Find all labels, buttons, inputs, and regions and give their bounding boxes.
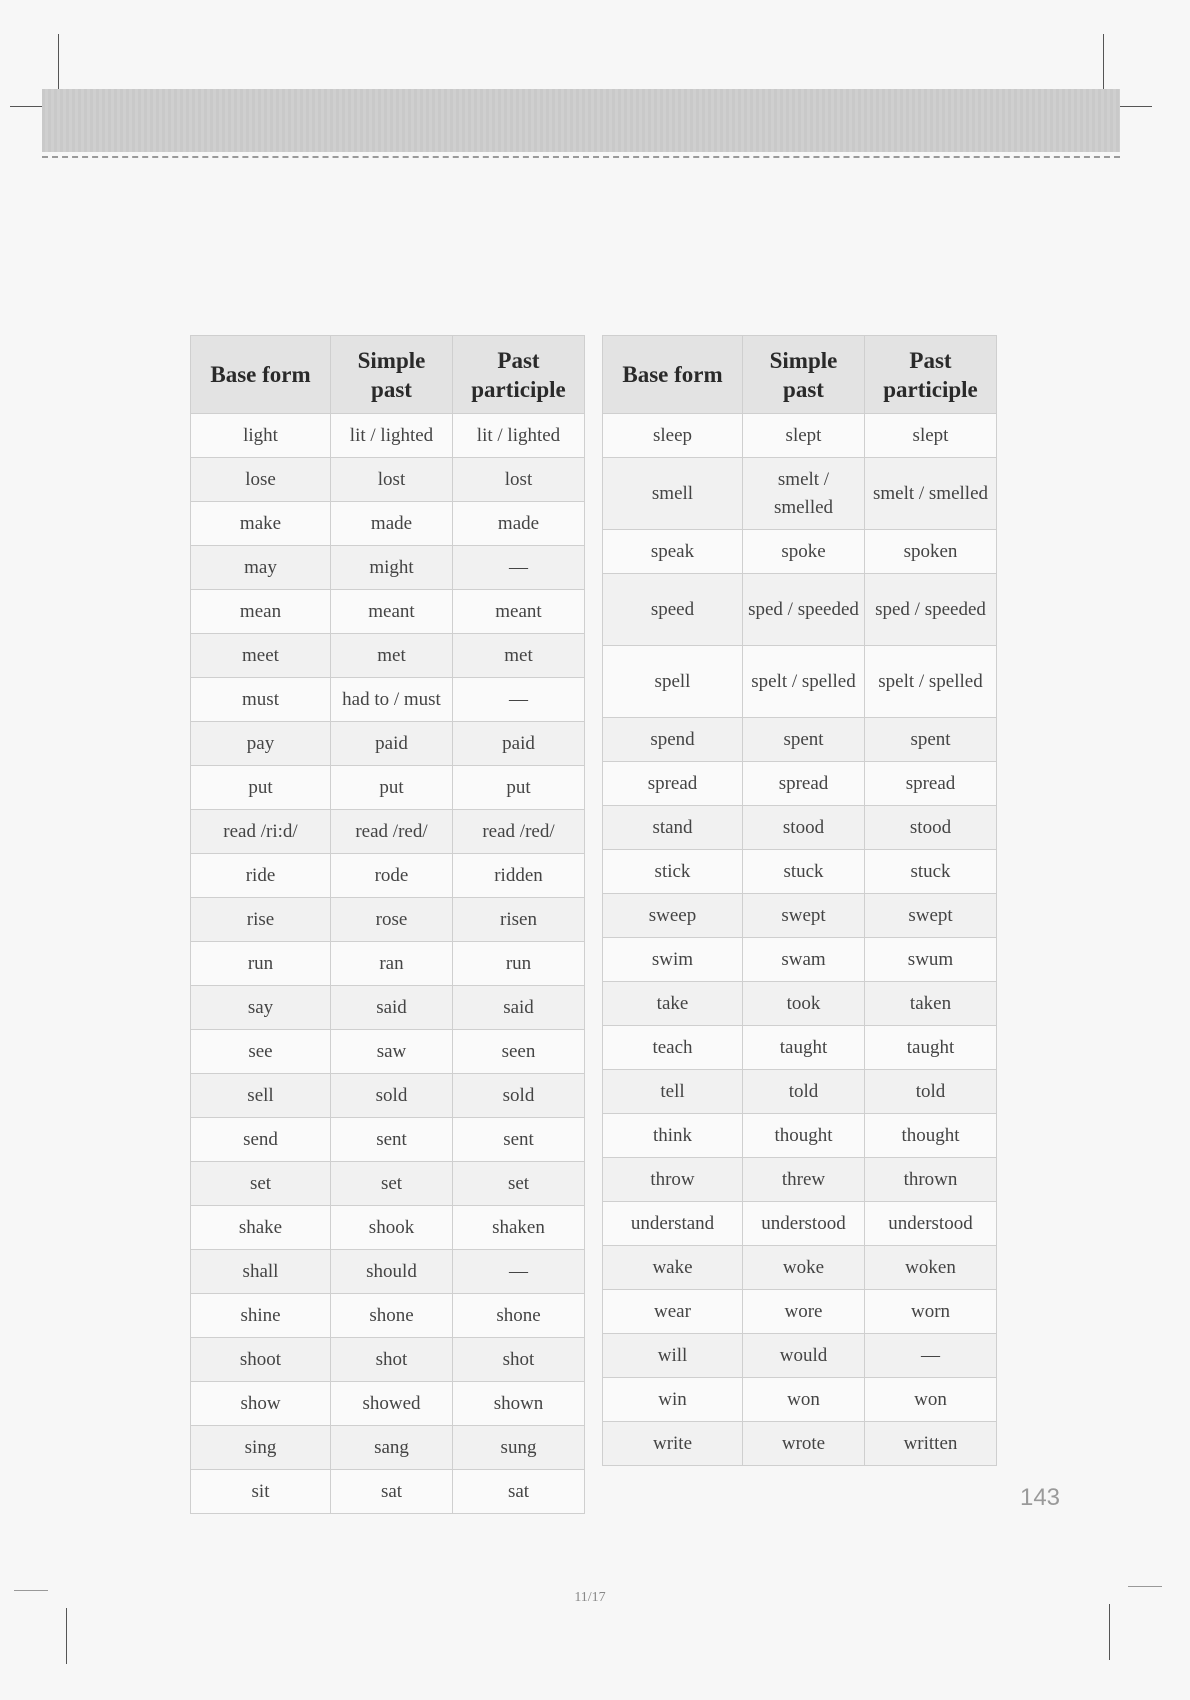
cell-past-participle: thought — [865, 1114, 997, 1158]
cell-past-participle: taken — [865, 982, 997, 1026]
table-row — [191, 766, 585, 810]
cell-base-form: stand — [603, 806, 743, 850]
cell-base-form: tell — [603, 1070, 743, 1114]
table-row — [191, 1338, 585, 1382]
cell-simple-past: lit / lighted — [331, 414, 453, 458]
table-row — [603, 1070, 997, 1114]
cell-past-participle: — — [453, 1250, 585, 1294]
cell-base-form: shake — [191, 1206, 331, 1250]
cell-base-form: speed — [603, 574, 743, 646]
cell-past-participle: swept — [865, 894, 997, 938]
cell-simple-past: made — [331, 502, 453, 546]
table-row — [191, 1074, 585, 1118]
cell-past-participle: meant — [453, 590, 585, 634]
cell-base-form: lose — [191, 458, 331, 502]
cell-past-participle: told — [865, 1070, 997, 1114]
table-row — [603, 982, 997, 1026]
table-row — [603, 806, 997, 850]
cell-past-participle: spent — [865, 718, 997, 762]
table-row — [191, 898, 585, 942]
cell-past-participle: sold — [453, 1074, 585, 1118]
cell-simple-past: set — [331, 1162, 453, 1206]
page-number: 143 — [1019, 1484, 1061, 1511]
cell-past-participle: shone — [453, 1294, 585, 1338]
cell-past-participle: taught — [865, 1026, 997, 1070]
cell-past-participle: lit / lighted — [453, 414, 585, 458]
cell-simple-past: had to / must — [331, 678, 453, 722]
table-row — [191, 942, 585, 986]
irregular-verbs-table-right — [602, 335, 997, 1466]
cell-simple-past: stood — [743, 806, 865, 850]
header-base-form: Base form — [191, 336, 331, 414]
cell-base-form: write — [603, 1422, 743, 1466]
table-row — [603, 1422, 997, 1466]
table-row — [603, 1246, 997, 1290]
cell-past-participle: worn — [865, 1290, 997, 1334]
cell-base-form: teach — [603, 1026, 743, 1070]
cell-simple-past: should — [331, 1250, 453, 1294]
table-row — [191, 458, 585, 502]
table-row — [191, 634, 585, 678]
cell-base-form: sweep — [603, 894, 743, 938]
table-row — [603, 1378, 997, 1422]
cell-simple-past: wrote — [743, 1422, 865, 1466]
cell-past-participle: paid — [453, 722, 585, 766]
cell-base-form: sell — [191, 1074, 331, 1118]
cell-base-form: win — [603, 1378, 743, 1422]
table-row — [603, 1202, 997, 1246]
cell-past-participle: sung — [453, 1426, 585, 1470]
table-row — [603, 762, 997, 806]
cell-past-participle: spoken — [865, 530, 997, 574]
table-row — [191, 1030, 585, 1074]
cell-past-participle: slept — [865, 414, 997, 458]
cell-base-form: shoot — [191, 1338, 331, 1382]
cell-base-form: sit — [191, 1470, 331, 1514]
cell-base-form: light — [191, 414, 331, 458]
cell-base-form: may — [191, 546, 331, 590]
cell-simple-past: ran — [331, 942, 453, 986]
cell-base-form: ride — [191, 854, 331, 898]
cell-simple-past: won — [743, 1378, 865, 1422]
cell-simple-past: met — [331, 634, 453, 678]
cell-past-participle: read /red/ — [453, 810, 585, 854]
cell-base-form: speak — [603, 530, 743, 574]
cell-past-participle: — — [453, 546, 585, 590]
cell-base-form: show — [191, 1382, 331, 1426]
cell-simple-past: slept — [743, 414, 865, 458]
table-row — [603, 458, 997, 530]
cell-base-form: rise — [191, 898, 331, 942]
header-simple-past: Simple past — [331, 336, 453, 414]
cell-simple-past: threw — [743, 1158, 865, 1202]
table-row — [603, 718, 997, 762]
cell-past-participle: shown — [453, 1382, 585, 1426]
cell-past-participle: — — [865, 1334, 997, 1378]
cell-simple-past: read /red/ — [331, 810, 453, 854]
cell-past-participle: thrown — [865, 1158, 997, 1202]
crop-mark-bottom-right-h — [1128, 1586, 1162, 1587]
cell-base-form: smell — [603, 458, 743, 530]
cell-simple-past: smelt / smelled — [743, 458, 865, 530]
cell-base-form: set — [191, 1162, 331, 1206]
cell-simple-past: shot — [331, 1338, 453, 1382]
cell-simple-past: taught — [743, 1026, 865, 1070]
cell-simple-past: showed — [331, 1382, 453, 1426]
table-row — [603, 1026, 997, 1070]
table-row — [191, 722, 585, 766]
cell-simple-past: said — [331, 986, 453, 1030]
cell-simple-past: woke — [743, 1246, 865, 1290]
cell-simple-past: shone — [331, 1294, 453, 1338]
cell-past-participle: risen — [453, 898, 585, 942]
cell-past-participle: woken — [865, 1246, 997, 1290]
crop-mark-top-right — [1103, 34, 1104, 89]
cell-simple-past: rode — [331, 854, 453, 898]
table-row — [603, 1114, 997, 1158]
table-row — [603, 1290, 997, 1334]
cell-past-participle: stood — [865, 806, 997, 850]
crop-mark-bottom-left — [66, 1608, 67, 1664]
cell-simple-past: spelt / spelled — [743, 646, 865, 718]
cell-base-form: mean — [191, 590, 331, 634]
cell-simple-past: swept — [743, 894, 865, 938]
table-row — [191, 546, 585, 590]
cell-past-participle: seen — [453, 1030, 585, 1074]
cell-base-form: meet — [191, 634, 331, 678]
cell-simple-past: took — [743, 982, 865, 1026]
header-base-form: Base form — [603, 336, 743, 414]
cell-simple-past: understood — [743, 1202, 865, 1246]
cell-simple-past: would — [743, 1334, 865, 1378]
cell-past-participle: shaken — [453, 1206, 585, 1250]
cell-base-form: throw — [603, 1158, 743, 1202]
cell-base-form: think — [603, 1114, 743, 1158]
crop-mark-bottom-right — [1109, 1604, 1110, 1660]
cell-past-participle: won — [865, 1378, 997, 1422]
cell-past-participle: run — [453, 942, 585, 986]
crop-mark-bottom-left-h — [14, 1590, 48, 1591]
cell-base-form: run — [191, 942, 331, 986]
cell-simple-past: sold — [331, 1074, 453, 1118]
table-row — [191, 1162, 585, 1206]
cell-base-form: read /ri:d/ — [191, 810, 331, 854]
cell-past-participle: put — [453, 766, 585, 810]
table-row — [603, 1334, 997, 1378]
crop-mark-right-h — [1120, 106, 1152, 107]
sheet-counter: 11/17 — [574, 1590, 606, 1605]
table-row — [603, 850, 997, 894]
table-row — [191, 1470, 585, 1514]
cell-simple-past: lost — [331, 458, 453, 502]
cell-simple-past: paid — [331, 722, 453, 766]
cell-base-form: sleep — [603, 414, 743, 458]
cell-simple-past: saw — [331, 1030, 453, 1074]
cell-simple-past: told — [743, 1070, 865, 1114]
cell-past-participle: smelt / smelled — [865, 458, 997, 530]
cell-base-form: make — [191, 502, 331, 546]
cell-simple-past: meant — [331, 590, 453, 634]
table-row — [191, 1294, 585, 1338]
cell-past-participle: shot — [453, 1338, 585, 1382]
table-row — [603, 530, 997, 574]
cell-simple-past: sent — [331, 1118, 453, 1162]
cell-past-participle: ridden — [453, 854, 585, 898]
cell-base-form: must — [191, 678, 331, 722]
cell-past-participle: set — [453, 1162, 585, 1206]
header-dashed-line — [42, 156, 1120, 158]
header-past-participle: Past participle — [453, 336, 585, 414]
cell-base-form: sing — [191, 1426, 331, 1470]
cell-past-participle: written — [865, 1422, 997, 1466]
cell-past-participle: stuck — [865, 850, 997, 894]
table-row — [191, 502, 585, 546]
table-row — [191, 810, 585, 854]
crop-mark-top-left — [58, 34, 59, 89]
cell-simple-past: spent — [743, 718, 865, 762]
table-row — [191, 1118, 585, 1162]
cell-past-participle: sat — [453, 1470, 585, 1514]
cell-base-form: spend — [603, 718, 743, 762]
cell-simple-past: shook — [331, 1206, 453, 1250]
cell-past-participle: swum — [865, 938, 997, 982]
table-row — [191, 590, 585, 634]
cell-base-form: understand — [603, 1202, 743, 1246]
cell-base-form: take — [603, 982, 743, 1026]
cell-base-form: see — [191, 1030, 331, 1074]
table-row — [191, 1426, 585, 1470]
cell-past-participle: spelt / spelled — [865, 646, 997, 718]
table-row — [603, 894, 997, 938]
cell-simple-past: might — [331, 546, 453, 590]
cell-simple-past: swam — [743, 938, 865, 982]
cell-past-participle: lost — [453, 458, 585, 502]
cell-past-participle: understood — [865, 1202, 997, 1246]
header-simple-past: Simple past — [743, 336, 865, 414]
cell-simple-past: wore — [743, 1290, 865, 1334]
cell-past-participle: said — [453, 986, 585, 1030]
cell-simple-past: thought — [743, 1114, 865, 1158]
table-row — [603, 646, 997, 718]
cell-simple-past: rose — [331, 898, 453, 942]
table-row — [603, 414, 997, 458]
table-row — [603, 1158, 997, 1202]
cell-simple-past: sang — [331, 1426, 453, 1470]
cell-base-form: pay — [191, 722, 331, 766]
cell-past-participle: sped / speeded — [865, 574, 997, 646]
cell-base-form: shine — [191, 1294, 331, 1338]
cell-simple-past: sat — [331, 1470, 453, 1514]
cell-base-form: wear — [603, 1290, 743, 1334]
cell-base-form: put — [191, 766, 331, 810]
table-row — [191, 1206, 585, 1250]
cell-simple-past: spoke — [743, 530, 865, 574]
table-row — [191, 1250, 585, 1294]
irregular-verbs-table-left — [190, 335, 585, 1514]
cell-past-participle: made — [453, 502, 585, 546]
table-row — [603, 938, 997, 982]
cell-base-form: say — [191, 986, 331, 1030]
table-header-row — [603, 336, 997, 414]
cell-simple-past: sped / speeded — [743, 574, 865, 646]
table-row — [191, 414, 585, 458]
header-past-participle: Past participle — [865, 336, 997, 414]
table-header-row — [191, 336, 585, 414]
cell-base-form: wake — [603, 1246, 743, 1290]
table-row — [603, 574, 997, 646]
cell-base-form: spell — [603, 646, 743, 718]
cell-past-participle: met — [453, 634, 585, 678]
table-row — [191, 854, 585, 898]
header-band — [42, 89, 1120, 152]
cell-past-participle: spread — [865, 762, 997, 806]
cell-simple-past: spread — [743, 762, 865, 806]
crop-mark-left-h — [10, 106, 42, 107]
cell-base-form: spread — [603, 762, 743, 806]
cell-base-form: send — [191, 1118, 331, 1162]
cell-simple-past: stuck — [743, 850, 865, 894]
table-row — [191, 986, 585, 1030]
table-row — [191, 678, 585, 722]
cell-base-form: will — [603, 1334, 743, 1378]
cell-base-form: stick — [603, 850, 743, 894]
cell-past-participle: — — [453, 678, 585, 722]
cell-base-form: shall — [191, 1250, 331, 1294]
cell-simple-past: put — [331, 766, 453, 810]
cell-base-form: swim — [603, 938, 743, 982]
table-row — [191, 1382, 585, 1426]
cell-past-participle: sent — [453, 1118, 585, 1162]
